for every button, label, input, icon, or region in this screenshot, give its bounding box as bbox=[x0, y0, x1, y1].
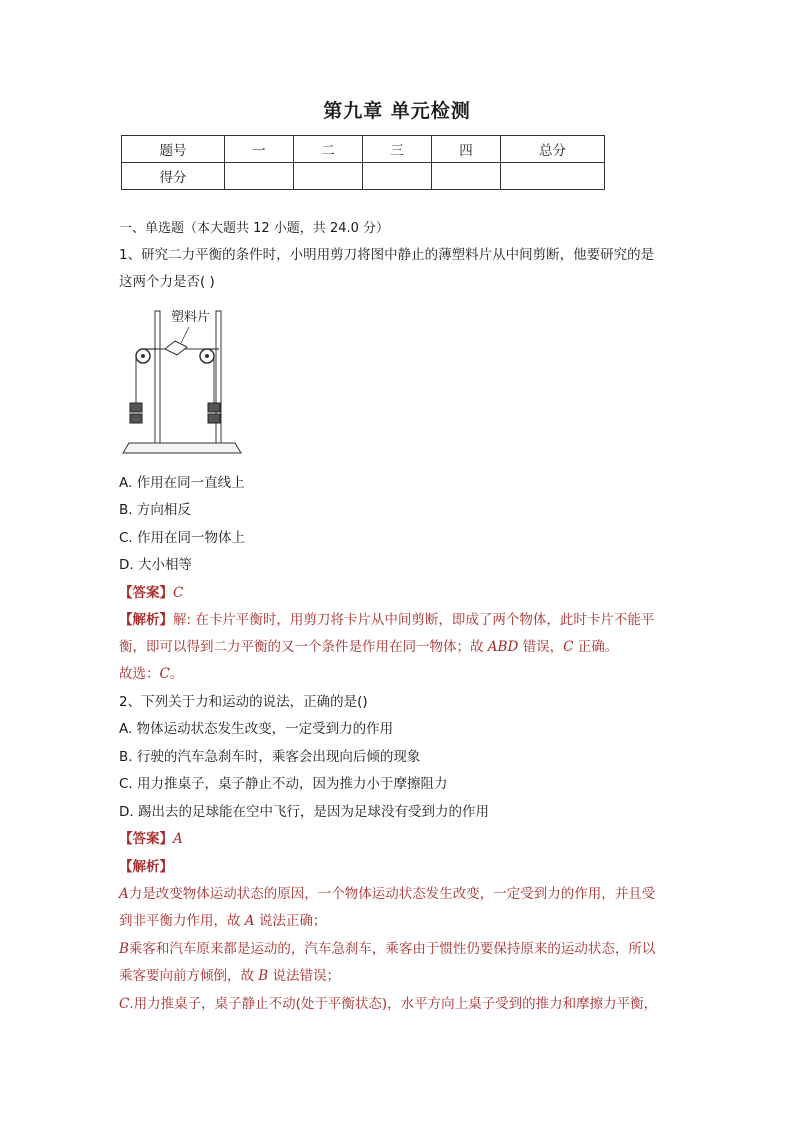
score-cell bbox=[501, 163, 605, 190]
q1-analysis-line2 bbox=[119, 637, 618, 657]
analysis-label: 【解析】 bbox=[119, 859, 173, 875]
q2-analysis-a-line2 bbox=[119, 911, 326, 931]
section-heading: 一、单选题（本大题共 12 小题，共 24.0 分） bbox=[119, 221, 390, 236]
q2-analysis-a-line1 bbox=[119, 884, 655, 904]
analysis-text: 力是改变物体运动状态的原因，一个物体运动状态发生改变，一定受到力的作用，并且受 bbox=[128, 886, 656, 902]
analysis-option: B bbox=[119, 941, 129, 957]
answer-value: C bbox=[173, 585, 184, 601]
score-header-cell: 三 bbox=[363, 136, 432, 163]
score-table-header-row bbox=[122, 136, 605, 163]
q2-analysis-b-line1 bbox=[119, 939, 655, 959]
q2-analysis-c-line1 bbox=[119, 994, 657, 1014]
score-cell bbox=[432, 163, 501, 190]
analysis-label: 【解析】 bbox=[119, 612, 173, 628]
score-header-cell: 一 bbox=[225, 136, 294, 163]
score-cell bbox=[363, 163, 432, 190]
score-table-score-row bbox=[122, 163, 605, 190]
experiment-figure bbox=[119, 303, 249, 463]
score-table bbox=[121, 135, 605, 190]
q1-answer bbox=[119, 583, 183, 603]
score-header-cell: 四 bbox=[432, 136, 501, 163]
analysis-text: 乘客要向前方倾倒，故 bbox=[119, 968, 259, 984]
q2-option-c: C. 用力推桌子，桌子静止不动，因为推力小于摩擦阻力 bbox=[119, 776, 448, 792]
conclusion-text: 故选： bbox=[119, 666, 160, 682]
score-row-label: 得分 bbox=[122, 163, 225, 190]
q1-conclusion bbox=[119, 664, 183, 684]
q1-option-c: C. 作用在同一物体上 bbox=[119, 530, 246, 546]
analysis-text: 正确。 bbox=[573, 639, 619, 655]
q2-stem: 2、下列关于力和运动的说法，正确的是() bbox=[119, 694, 368, 710]
answer-label: 【答案】 bbox=[119, 831, 173, 847]
q1-option-a: A. 作用在同一直线上 bbox=[119, 475, 245, 491]
answer-label: 【答案】 bbox=[119, 585, 173, 601]
q2-option-d: D. 踢出去的足球能在空中飞行，是因为足球没有受到力的作用 bbox=[119, 804, 489, 820]
conclusion-text: 。 bbox=[169, 666, 184, 682]
analysis-option: A bbox=[244, 913, 255, 929]
q1-analysis-line1 bbox=[119, 610, 654, 630]
analysis-text: 说法错误； bbox=[268, 968, 341, 984]
score-cell bbox=[294, 163, 363, 190]
analysis-option: C bbox=[563, 639, 574, 655]
analysis-text: 说法正确； bbox=[254, 913, 327, 929]
analysis-text: 解: 在卡片平衡时，用剪刀将卡片从中间剪断，即成了两个物体，此时卡片不能平 bbox=[173, 612, 655, 628]
analysis-text: 错误， bbox=[518, 639, 564, 655]
q2-analysis-b-line2 bbox=[119, 966, 340, 986]
figure-label: 塑料片 bbox=[171, 310, 211, 325]
q2-answer bbox=[119, 829, 183, 849]
answer-value: A bbox=[173, 831, 183, 847]
analysis-option: A bbox=[119, 886, 129, 902]
q2-option-a: A. 物体运动状态发生改变，一定受到力的作用 bbox=[119, 721, 394, 737]
score-header-cell: 总分 bbox=[501, 136, 605, 163]
page-title: 第九章 单元检测 bbox=[323, 100, 471, 122]
q1-option-d: D. 大小相等 bbox=[119, 557, 192, 573]
analysis-text: 到非平衡力作用，故 bbox=[119, 913, 245, 929]
analysis-text: 衡，即可以得到二力平衡的又一个条件是作用在同一物体；故 bbox=[119, 639, 488, 655]
score-header-cell: 题号 bbox=[122, 136, 225, 163]
analysis-text: .用力推桌子，桌子静止不动(处于平衡状态)，水平方向上桌子受到的推力和摩擦力平衡， bbox=[129, 996, 658, 1012]
analysis-option: B bbox=[258, 968, 269, 984]
analysis-option: ABD bbox=[487, 639, 519, 655]
analysis-option: C bbox=[119, 996, 130, 1012]
q1-option-b: B. 方向相反 bbox=[119, 502, 191, 518]
score-header-cell: 二 bbox=[294, 136, 363, 163]
conclusion-option: C bbox=[159, 666, 170, 682]
analysis-text: 乘客和汽车原来都是运动的，汽车急刹车，乘客由于惯性仍要保持原来的运动状态，所以 bbox=[128, 941, 656, 957]
q1-stem-line1: 1、研究二力平衡的条件时，小明用剪刀将图中静止的薄塑料片从中间剪断，他要研究的是 bbox=[119, 247, 655, 263]
q1-stem-line2: 这两个力是否( ) bbox=[119, 274, 215, 290]
q2-analysis-label bbox=[119, 857, 173, 877]
q2-option-b: B. 行驶的汽车急刹车时，乘客会出现向后倾的现象 bbox=[119, 749, 421, 765]
score-cell bbox=[225, 163, 294, 190]
